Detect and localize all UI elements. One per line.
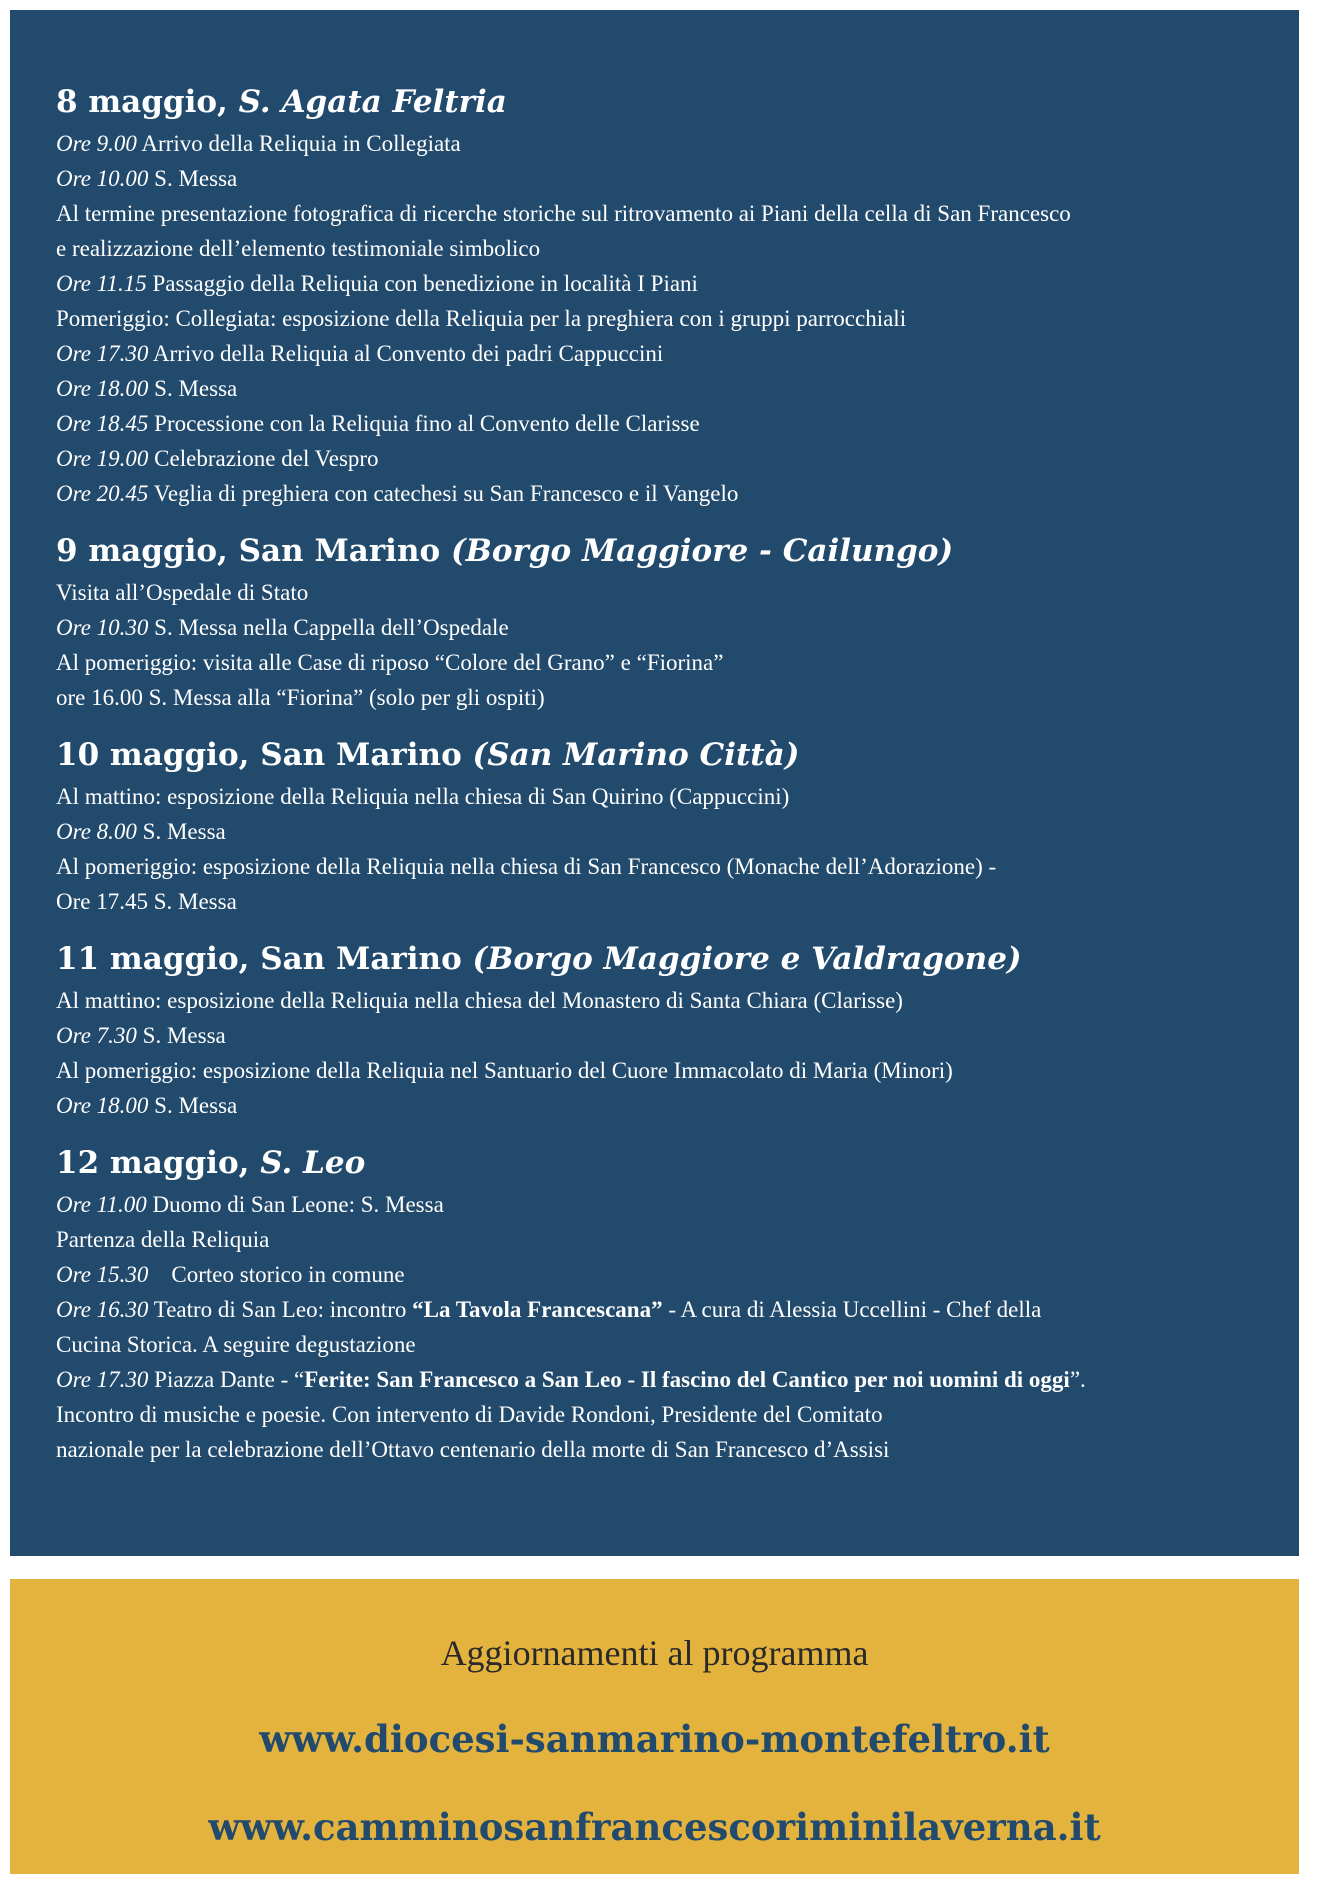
day-date: 11 maggio, San Marino — [56, 941, 473, 977]
day-place: (Borgo Maggiore e Valdragone) — [472, 941, 1022, 977]
schedule-line — [56, 1187, 1253, 1222]
event-time: Ore 18.00 — [56, 1093, 149, 1118]
event-text: S. Messa — [136, 1023, 226, 1048]
event-text: Corteo storico in comune — [148, 1262, 405, 1287]
schedule-line — [56, 1222, 1253, 1257]
schedule-line — [56, 849, 1253, 884]
schedule-line — [56, 983, 1253, 1018]
updates-title: Aggiornamenti al programma — [440, 1633, 869, 1673]
schedule-line — [56, 1362, 1253, 1397]
event-text: S. Messa — [148, 1093, 238, 1118]
event-text: nazionale per la celebrazione dell’Ottavo centenario della morte di San Francesco d’Assisi — [56, 1437, 890, 1462]
event-time: Ore 19.00 — [56, 446, 149, 471]
event-text: ore 16.00 S. Messa alla “Fiorina” (solo per gli ospiti) — [56, 685, 545, 710]
event-text: Cucina Storica. A seguire degustazione — [56, 1332, 416, 1357]
day-section-11-maggio — [56, 937, 1253, 1123]
schedule-line — [56, 1018, 1253, 1053]
schedule-line — [56, 336, 1253, 371]
event-text: e realizzazione dell’elemento testimoniale simbolico — [56, 236, 541, 261]
day-date: 10 maggio, San Marino — [56, 737, 473, 773]
schedule-line — [56, 231, 1253, 266]
event-text: Processione con la Reliquia fino al Convento delle Clarisse — [148, 411, 700, 436]
schedule-line — [56, 1327, 1253, 1362]
event-time: Ore 11.15 — [56, 271, 147, 296]
schedule-line — [56, 814, 1253, 849]
day-date: 8 maggio, — [56, 84, 239, 120]
schedule-line — [56, 575, 1253, 610]
event-text: - A cura di Alessia Uccellini - Chef della — [662, 1297, 1042, 1322]
event-time: Ore 17.30 — [56, 341, 149, 366]
event-text: Al mattino: esposizione della Reliquia nella chiesa del Monastero di Santa Chiara (Clarisse) — [56, 988, 903, 1013]
event-title: “La Tavola Francescana” — [412, 1297, 663, 1322]
schedule-line — [56, 406, 1253, 441]
day-date: 9 maggio, San Marino — [56, 533, 451, 569]
day-date: 12 maggio, — [56, 1145, 261, 1181]
day-title — [56, 529, 1253, 573]
day-place: S. Leo — [260, 1145, 366, 1181]
event-text: Partenza della Reliquia — [56, 1227, 270, 1252]
schedule-line — [56, 1397, 1253, 1432]
event-text: ”. — [1069, 1367, 1086, 1392]
event-text: S. Messa nella Cappella dell’Ospedale — [148, 615, 509, 640]
schedule-line — [56, 126, 1253, 161]
event-text: S. Messa — [148, 376, 238, 401]
event-time: Ore 18.00 — [56, 376, 149, 401]
event-time: Ore 20.45 — [56, 481, 149, 506]
event-text: Arrivo della Reliquia in Collegiata — [136, 131, 461, 156]
day-section-10-maggio — [56, 733, 1253, 919]
event-text: Arrivo della Reliquia al Convento dei padri Cappuccini — [148, 341, 664, 366]
cammino-website-link[interactable]: www.camminosanfrancescoriminilaverna.it — [208, 1805, 1101, 1849]
schedule-line — [56, 610, 1253, 645]
program-panel — [10, 10, 1299, 1556]
event-text: Al termine presentazione fotografica di ricerche storiche sul ritrovamento ai Piani della cella di San Francesco — [56, 201, 1071, 226]
event-title: Ferite: San Francesco a San Leo - Il fascino del Cantico per noi uomini di oggi — [304, 1367, 1070, 1392]
event-text: Incontro di musiche e poesie. Con intervento di Davide Rondoni, Presidente del Comitato — [56, 1402, 883, 1427]
schedule-line — [56, 266, 1253, 301]
event-text: Pomeriggio: Collegiata: esposizione della Reliquia per la preghiera con i gruppi parrocchiali — [56, 306, 907, 331]
event-text: Passaggio della Reliquia con benedizione in località I Piani — [146, 271, 698, 296]
day-section-9-maggio — [56, 529, 1253, 715]
schedule-line — [56, 884, 1253, 919]
day-place: S. Agata Feltria — [238, 84, 507, 120]
event-text: Teatro di San Leo: incontro — [148, 1297, 413, 1322]
event-time: Ore 11.00 — [56, 1192, 147, 1217]
schedule-line — [56, 1088, 1253, 1123]
schedule-line — [56, 680, 1253, 715]
schedule-line — [56, 476, 1253, 511]
day-title — [56, 80, 1253, 124]
event-text: Ore 17.45 S. Messa — [56, 889, 237, 914]
schedule-line — [56, 301, 1253, 336]
day-place: (Borgo Maggiore - Cailungo) — [450, 533, 954, 569]
schedule-line — [56, 645, 1253, 680]
event-text: Al pomeriggio: esposizione della Reliquia nel Santuario del Cuore Immacolato di Maria (Minori) — [56, 1058, 953, 1083]
event-text: Celebrazione del Vespro — [148, 446, 379, 471]
schedule-line — [56, 779, 1253, 814]
event-time: Ore 10.30 — [56, 615, 149, 640]
schedule-line — [56, 196, 1253, 231]
schedule-line — [56, 371, 1253, 406]
event-text: Veglia di preghiera con catechesi su San Francesco e il Vangelo — [148, 481, 739, 506]
event-text: Piazza Dante - “ — [148, 1367, 305, 1392]
day-title — [56, 733, 1253, 777]
event-text: Duomo di San Leone: S. Messa — [146, 1192, 444, 1217]
event-time: Ore 7.30 — [56, 1023, 137, 1048]
event-text: Al pomeriggio: visita alle Case di riposo “Colore del Grano” e “Fiorina” — [56, 650, 724, 675]
event-time: Ore 9.00 — [56, 131, 137, 156]
day-section-12-maggio — [56, 1141, 1253, 1467]
event-time: Ore 16.30 — [56, 1297, 149, 1322]
schedule-line — [56, 1432, 1253, 1467]
event-text: Al pomeriggio: esposizione della Reliquia nella chiesa di San Francesco (Monache dell’Adorazione) - — [56, 854, 997, 879]
day-place: (San Marino Città) — [472, 737, 800, 773]
event-time: Ore 15.30 — [56, 1262, 149, 1287]
event-text: Visita all’Ospedale di Stato — [56, 580, 309, 605]
diocese-website-link[interactable]: www.diocesi-sanmarino-montefeltro.it — [259, 1717, 1050, 1761]
event-time: Ore 18.45 — [56, 411, 149, 436]
event-time: Ore 8.00 — [56, 819, 137, 844]
day-title — [56, 937, 1253, 981]
day-section-8-maggio — [56, 80, 1253, 511]
event-text: S. Messa — [136, 819, 226, 844]
schedule-line — [56, 441, 1253, 476]
updates-panel — [10, 1579, 1299, 1874]
schedule-line — [56, 161, 1253, 196]
schedule-line — [56, 1257, 1253, 1292]
schedule-line — [56, 1292, 1253, 1327]
day-title — [56, 1141, 1253, 1185]
event-text: Al mattino: esposizione della Reliquia nella chiesa di San Quirino (Cappuccini) — [56, 784, 790, 809]
schedule-line — [56, 1053, 1253, 1088]
event-time: Ore 10.00 — [56, 166, 149, 191]
event-time: Ore 17.30 — [56, 1367, 149, 1392]
event-text: S. Messa — [148, 166, 238, 191]
